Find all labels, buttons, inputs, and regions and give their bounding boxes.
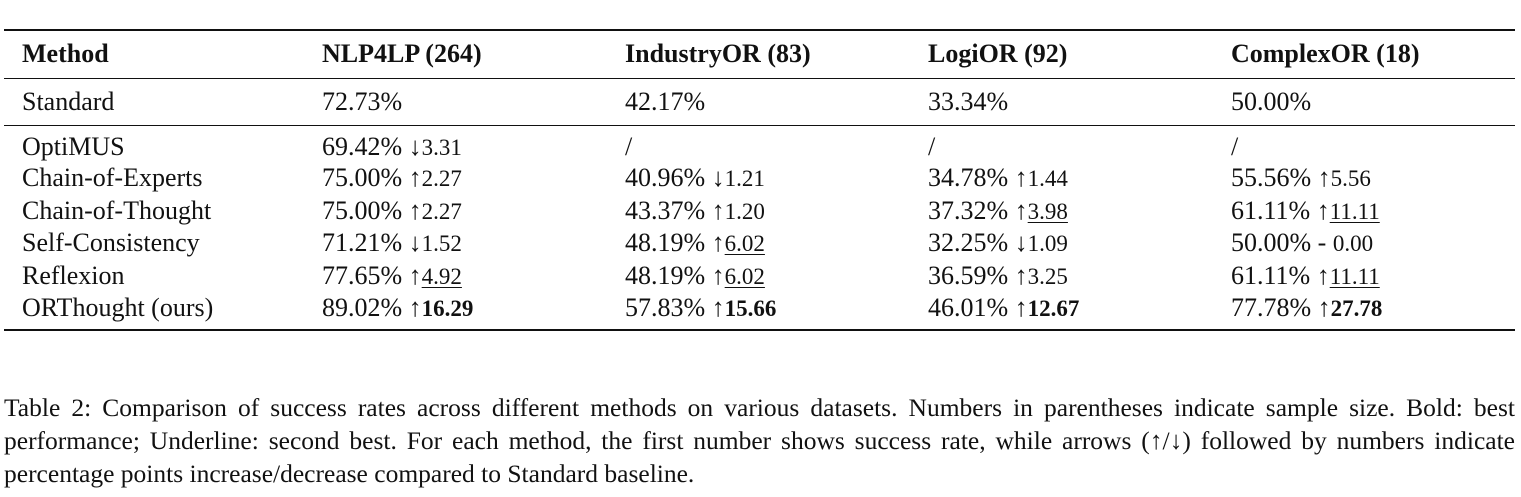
- arrow-up-icon: ↑: [1014, 292, 1028, 322]
- delta-value: 0.00: [1332, 231, 1374, 257]
- success-rate: 36.59%: [928, 261, 1009, 291]
- standard-logior: 33.34%: [910, 78, 1213, 125]
- success-rate: 32.25%: [928, 228, 1009, 258]
- result-cell: [607, 260, 910, 293]
- arrow-up-icon: ↑: [408, 292, 422, 322]
- arrow-down-icon: ↓: [408, 228, 422, 258]
- result-cell: [607, 162, 910, 195]
- delta-value: 3.25: [1027, 264, 1068, 290]
- arrow-down-icon: ↓: [711, 162, 725, 192]
- delta-value: 27.78: [1330, 295, 1383, 321]
- success-rate: 57.83%: [625, 292, 706, 322]
- result-cell: [304, 293, 607, 330]
- table-row: [4, 227, 1515, 260]
- success-rate: 77.78%: [1231, 292, 1312, 322]
- result-cell: [304, 194, 607, 227]
- result-cell: [910, 227, 1213, 260]
- result-cell: [607, 125, 910, 162]
- arrow-up-icon: ↑: [711, 228, 725, 258]
- arrow-up-icon: ↑: [711, 195, 725, 225]
- success-rate: 61.11%: [1231, 261, 1311, 291]
- dash-icon: -: [1317, 228, 1327, 258]
- arrow-up-icon: ↑: [408, 261, 422, 291]
- success-rate: 61.11%: [1231, 195, 1311, 225]
- arrow-up-icon: ↑: [1317, 292, 1331, 322]
- success-rate: 48.19%: [625, 228, 706, 258]
- result-cell: [1213, 194, 1515, 227]
- result-cell: [1213, 260, 1515, 293]
- arrow-down-icon: ↓: [408, 131, 422, 161]
- method-name: ORThought (ours): [4, 293, 304, 330]
- delta-value: 1.09: [1027, 231, 1068, 257]
- delta-value: 1.21: [724, 165, 765, 191]
- result-cell: [304, 227, 607, 260]
- success-rate: /: [928, 131, 936, 161]
- result-cell: [1213, 162, 1515, 195]
- delta-value: 6.02: [724, 264, 765, 290]
- arrow-up-icon: ↑: [408, 195, 422, 225]
- success-rate: 50.00%: [1231, 228, 1312, 258]
- result-cell: [304, 125, 607, 162]
- standard-complexor: 50.00%: [1213, 78, 1515, 125]
- delta-value: 4.92: [421, 264, 462, 290]
- standard-nlp4lp: 72.73%: [304, 78, 607, 125]
- table-row: [4, 162, 1515, 195]
- delta-value: 11.11: [1329, 198, 1380, 224]
- results-table: [4, 29, 1515, 331]
- success-rate: 55.56%: [1231, 162, 1312, 192]
- success-rate: 48.19%: [625, 261, 706, 291]
- success-rate: /: [1231, 131, 1239, 161]
- header-industryor: IndustryOR (83): [607, 30, 910, 78]
- success-rate: 46.01%: [928, 292, 1009, 322]
- standard-method: Standard: [4, 78, 304, 125]
- delta-value: 2.27: [421, 165, 462, 191]
- result-cell: [607, 293, 910, 330]
- standard-row: [4, 78, 1515, 125]
- delta-value: 15.66: [724, 295, 777, 321]
- success-rate: 69.42%: [322, 131, 403, 161]
- result-cell: [1213, 293, 1515, 330]
- success-rate: 75.00%: [322, 162, 403, 192]
- result-cell: [910, 260, 1213, 293]
- delta-value: 1.20: [724, 198, 765, 224]
- success-rate: 40.96%: [625, 162, 706, 192]
- arrow-up-icon: ↑: [1317, 162, 1331, 192]
- result-cell: [1213, 227, 1515, 260]
- header-method: Method: [4, 30, 304, 78]
- arrow-up-icon: ↑: [711, 292, 725, 322]
- result-cell: [304, 162, 607, 195]
- result-cell: [910, 293, 1213, 330]
- success-rate: 75.00%: [322, 195, 403, 225]
- method-name: Reflexion: [22, 261, 125, 291]
- result-cell: [607, 194, 910, 227]
- table-caption: Table 2: Comparison of success rates across different methods on various datasets. Numbers in parentheses indicate sample size. Bold: best performance; Underline: second best. For each method, the first number shows success rate, while arrows (↑/↓) followed by numbers indicate percentage points increase/decrease compared to Standard baseline.: [4, 392, 1515, 488]
- delta-value: 12.67: [1027, 295, 1080, 321]
- delta-value: 11.11: [1329, 264, 1380, 290]
- result-cell: [910, 162, 1213, 195]
- arrow-up-icon: ↑: [1316, 261, 1330, 291]
- success-rate: 89.02%: [322, 292, 403, 322]
- table-row: [4, 125, 1515, 162]
- result-cell: [607, 227, 910, 260]
- header-logior: LogiOR (92): [910, 30, 1213, 78]
- delta-value: 3.31: [421, 134, 462, 160]
- result-cell: [1213, 125, 1515, 162]
- delta-value: 2.27: [421, 198, 462, 224]
- arrow-up-icon: ↑: [711, 261, 725, 291]
- arrow-down-icon: ↓: [1014, 228, 1028, 258]
- delta-value: 5.56: [1330, 165, 1371, 191]
- arrow-up-icon: ↑: [1014, 162, 1028, 192]
- method-name: Self-Consistency: [22, 228, 200, 258]
- method-name: OptiMUS: [22, 131, 125, 161]
- result-cell: [304, 260, 607, 293]
- delta-value: 3.98: [1027, 198, 1068, 224]
- header-complexor: ComplexOR (18): [1213, 30, 1515, 78]
- success-rate: 34.78%: [928, 162, 1009, 192]
- arrow-up-icon: ↑: [1014, 261, 1028, 291]
- success-rate: 77.65%: [322, 261, 403, 291]
- arrow-up-icon: ↑: [1316, 195, 1330, 225]
- table-row: [4, 260, 1515, 293]
- delta-value: 1.52: [421, 231, 462, 257]
- delta-value: 16.29: [421, 295, 474, 321]
- success-rate: 43.37%: [625, 195, 706, 225]
- result-cell: [910, 125, 1213, 162]
- header-nlp4lp: NLP4LP (264): [304, 30, 607, 78]
- method-name: Chain-of-Experts: [22, 162, 203, 192]
- table-header-row: [4, 30, 1515, 78]
- success-rate: 37.32%: [928, 195, 1009, 225]
- delta-value: 1.44: [1027, 165, 1068, 191]
- result-cell: [910, 194, 1213, 227]
- arrow-up-icon: ↑: [1014, 195, 1028, 225]
- success-rate: /: [625, 131, 633, 161]
- table-row: [4, 194, 1515, 227]
- method-rows: [4, 125, 1515, 330]
- arrow-up-icon: ↑: [408, 162, 422, 192]
- table-row: [4, 293, 1515, 330]
- success-rate: 71.21%: [322, 228, 403, 258]
- delta-value: 6.02: [724, 231, 765, 257]
- method-name: Chain-of-Thought: [22, 195, 212, 225]
- standard-industryor: 42.17%: [607, 78, 910, 125]
